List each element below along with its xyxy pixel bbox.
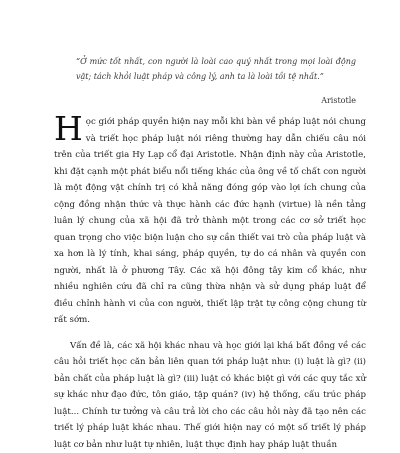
- paragraph-1-text: ọc giới pháp quyền hiện nay mỗi khi bàn về pháp luật nói chung và triết học pháp luật nói riêng thường hay dẫn chiếu câu nói trên của triết gia Hy Lạp cổ đại Aristotle. Nhận định này của Aristotle, khi đặt cạnh một phát biểu nổi tiếng khác của ông về tố chất con người là một động vật chính trị có khả năng đóng góp vào lợi ích chung của cộng đồng nhận thức và thực hành các đức hạnh (virtue) là nền tảng luân lý chung của xã hội đã trở thành một trong các cơ sở triết học quan trọng cho việc biện luận cho sự cần thiết vai trò của pháp luật và xa hơn là lý tính, khai sáng, pháp quyền, tự do cá nhân và quyền con người, nhất là ở phương Tây. Các xã hội đông tây kim cổ khác, như nhiều nghiên cứu đã chỉ ra cũng thừa nhận và sử dụng pháp luật để điều chỉnh hành vi của con người, thiết lập trật tự công cộng chung từ rất sớm.: [54, 117, 366, 325]
- body-text: [54, 114, 366, 453]
- epigraph-quote: “Ở mức tốt nhất, con người là loài cao quý nhất trong mọi loài động vật; tách khỏi luật pháp và công lý, anh ta là loài tồi tệ nhất.”: [76, 54, 356, 84]
- drop-cap: H: [54, 115, 83, 143]
- epigraph-author: Aristotle: [76, 94, 356, 107]
- paragraph-1: [54, 114, 366, 329]
- paragraph-2: Vấn đề là, các xã hội khác nhau và học giới lại khá bất đồng về các câu hỏi triết học căn bản liên quan tới pháp luật như: (i) luật là gì? (ii) bản chất của pháp luật là gì? (iii) luật có khác biệt gì với các quy tắc xử sự khác như đạo đức, tôn giáo, tập quán? (iv) hệ thống, cấu trúc pháp luật... Chính tư tưởng và câu trả lời cho các câu hỏi này đã tạo nên các triết lý pháp luật khác nhau. Thế giới hiện nay có một số triết lý pháp luật cơ bản như luật tự nhiên, luật thực định hay pháp luật thuần: [54, 338, 366, 453]
